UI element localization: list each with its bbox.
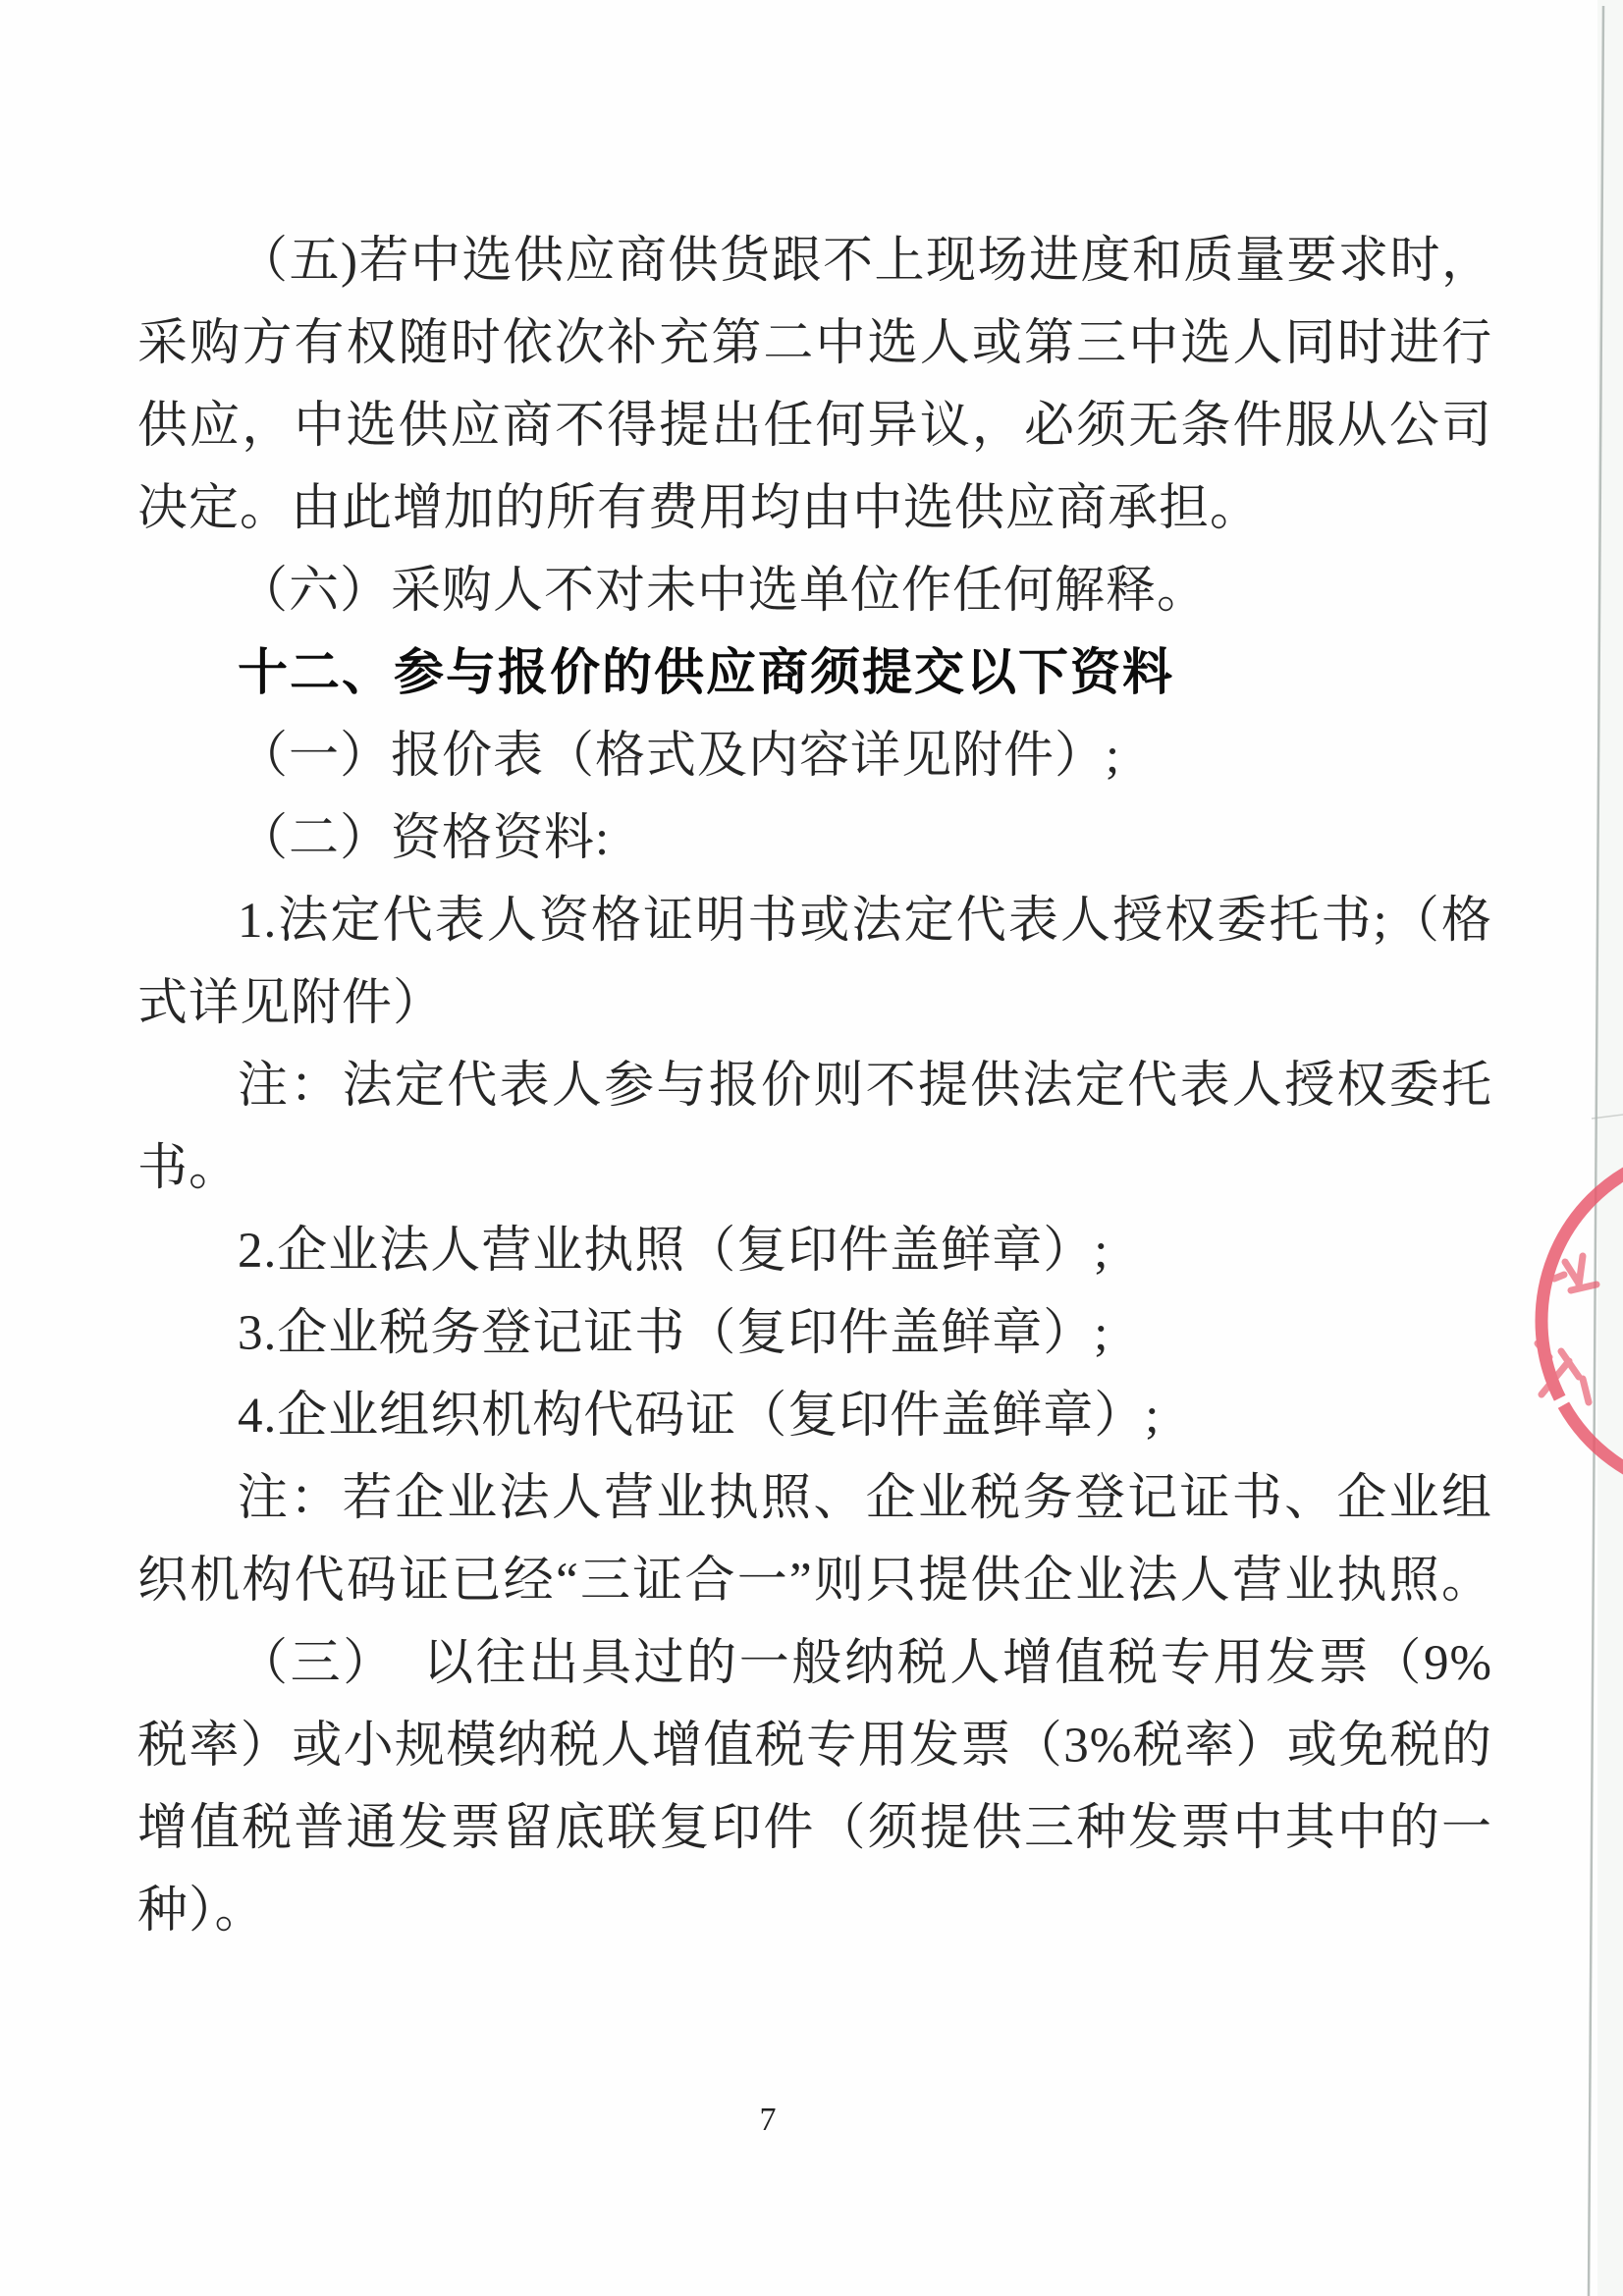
- text-line: （五)若中选供应商供货跟不上现场进度和质量要求时，: [238, 234, 1492, 289]
- text-line: 增值税普通发票留底联复印件（须提供三种发票中其中的一: [137, 1801, 1492, 1856]
- section-heading: 十二、参与报价的供应商须提交以下资料: [238, 646, 1175, 701]
- text-line: （一）报价表（格式及内容详见附件）;: [238, 729, 1121, 784]
- text-line: 注：若企业法人营业执照、企业税务登记证书、企业组: [238, 1471, 1492, 1526]
- text-line: 种）。: [137, 1884, 266, 1939]
- text-line: （六）采购人不对未中选单位作任何解释。: [238, 564, 1209, 619]
- page-number: 7: [759, 2102, 777, 2138]
- text-line: 4.企业组织机构代码证（复印件盖鲜章）;: [238, 1389, 1161, 1444]
- text-line: 供应，中选供应商不得提出任何异议，必须无条件服从公司: [137, 399, 1492, 454]
- text-line: 决定。由此增加的所有费用均由中选供应商承担。: [137, 481, 1262, 536]
- text-line: （三） 以往出具过的一般纳税人增值税专用发票（9%: [238, 1636, 1492, 1691]
- text-line: 式详见附件）: [137, 976, 445, 1031]
- seal-text-fragments: [1538, 1256, 1596, 1402]
- text-line: 1.法定代表人资格证明书或法定代表人授权委托书;（格: [238, 894, 1492, 949]
- text-line: （二）资格资料:: [238, 811, 611, 866]
- text-line: 3.企业税务登记证书（复印件盖鲜章）;: [238, 1306, 1109, 1361]
- text-line: 注：法定代表人参与报价则不提供法定代表人授权委托: [238, 1059, 1492, 1114]
- document-body: [137, 220, 1492, 1952]
- text-line: 税率）或小规模纳税人增值税专用发票（3%税率）或免税的: [137, 1719, 1492, 1774]
- text-line: 2.企业法人营业执照（复印件盖鲜章）;: [238, 1224, 1109, 1279]
- text-line: 采购方有权随时依次补充第二中选人或第三中选人同时进行: [137, 316, 1492, 371]
- text-line: 书。: [137, 1141, 241, 1196]
- scan-edge-tint: [1597, 0, 1623, 2296]
- text-line: 织机构代码证已经“三证合一”则只提供企业法人营业执照。: [137, 1554, 1492, 1609]
